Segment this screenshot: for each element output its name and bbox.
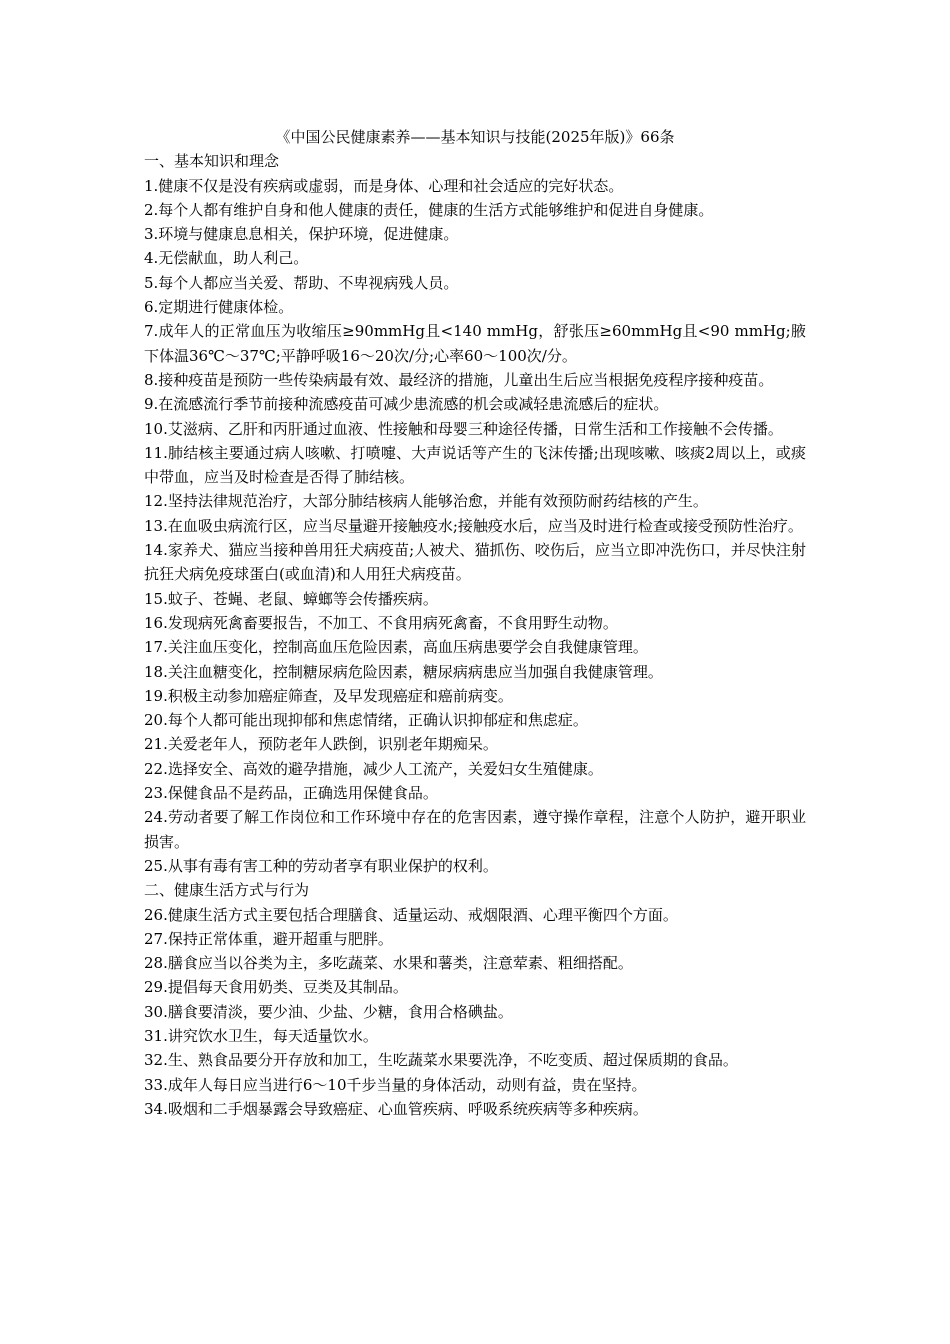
document-title: 《中国公民健康素养——基本知识与技能(2025年版)》66条 <box>275 128 675 146</box>
list-item: 3.环境与健康息息相关，保护环境，促进健康。 <box>144 225 459 244</box>
list-item: 24.劳动者要了解工作岗位和工作环境中存在的危害因素，遵守操作章程，注意个人防护，避开职业损害。 <box>144 808 806 851</box>
list-item: 18.关注血糖变化，控制糖尿病危险因素，糖尿病病患应当加强自我健康管理。 <box>144 662 663 681</box>
list-item: 21.关爱老年人，预防老年人跌倒，识别老年期痴呆。 <box>144 735 498 754</box>
list-item: 26.健康生活方式主要包括合理膳食、适量运动、戒烟限酒、心理平衡四个方面。 <box>144 905 678 924</box>
list-item: 7.成年人的正常血压为收缩压≥90mmHg且<140 mmHg，舒张压≥60mmHg且<90 mmHg;腋下体温36℃～37℃;平静呼吸16～20次/分;心率60～100次/分。 <box>144 322 806 365</box>
list-item: 9.在流感流行季节前接种流感疫苗可减少患流感的机会或减轻患流感后的症状。 <box>144 395 669 414</box>
list-item: 17.关注血压变化，控制高血压危险因素，高血压病患要学会自我健康管理。 <box>144 638 648 657</box>
list-item: 14.家养犬、猫应当接种兽用狂犬病疫苗;人被犬、猫抓伤、咬伤后，应当立即冲洗伤口，并尽快注射抗狂犬病免疫球蛋白(或血清)和人用狂犬病疫苗。 <box>144 541 806 584</box>
document-body <box>144 149 806 1121</box>
list-item: 32.生、熟食品要分开存放和加工，生吃蔬菜水果要洗净，不吃变质、超过保质期的食品。 <box>144 1051 738 1070</box>
section-heading: 一、基本知识和理念 <box>144 152 280 171</box>
list-item: 16.发现病死禽畜要报告，不加工、不食用病死禽畜，不食用野生动物。 <box>144 613 618 632</box>
list-item: 28.膳食应当以谷类为主，多吃蔬菜、水果和薯类，注意荤素、粗细搭配。 <box>144 954 633 973</box>
list-item: 1.健康不仅是没有疾病或虚弱，而是身体、心理和社会适应的完好状态。 <box>144 176 624 195</box>
list-item: 29.提倡每天食用奶类、豆类及其制品。 <box>144 978 408 997</box>
list-item: 10.艾滋病、乙肝和丙肝通过血液、性接触和母婴三种途径传播，日常生活和工作接触不会传播。 <box>144 419 783 438</box>
list-item: 30.膳食要清淡，要少油、少盐、少糖，食用合格碘盐。 <box>144 1002 513 1021</box>
list-item: 13.在血吸虫病流行区，应当尽量避开接触疫水;接触疫水后，应当及时进行检查或接受预防性治疗。 <box>144 516 803 535</box>
list-item: 8.接种疫苗是预防一些传染病最有效、最经济的措施，儿童出生后应当根据免疫程序接种疫苗。 <box>144 370 774 389</box>
list-item: 19.积极主动参加癌症筛查，及早发现癌症和癌前病变。 <box>144 686 513 705</box>
list-item: 12.坚持法律规范治疗，大部分肺结核病人能够治愈，并能有效预防耐药结核的产生。 <box>144 492 708 511</box>
list-item: 33.成年人每日应当进行6～10千步当量的身体活动，动则有益，贵在坚持。 <box>144 1075 647 1094</box>
list-item: 34.吸烟和二手烟暴露会导致癌症、心血管疾病、呼吸系统疾病等多种疾病。 <box>144 1099 648 1118</box>
section-1 <box>144 149 806 878</box>
list-item: 2.每个人都有维护自身和他人健康的责任，健康的生活方式能够维护和促进自身健康。 <box>144 200 714 219</box>
list-item: 23.保健食品不是药品，正确选用保健食品。 <box>144 784 438 803</box>
list-item: 6.定期进行健康体检。 <box>144 298 294 317</box>
document-page <box>144 125 806 1121</box>
list-item: 20.每个人都可能出现抑郁和焦虑情绪，正确认识抑郁症和焦虑症。 <box>144 711 588 730</box>
list-item: 15.蚊子、苍蝇、老鼠、蟑螂等会传播疾病。 <box>144 589 438 608</box>
list-item: 4.无偿献血，助人利己。 <box>144 249 309 268</box>
list-item: 27.保持正常体重，避开超重与肥胖。 <box>144 929 393 948</box>
list-item: 11.肺结核主要通过病人咳嗽、打喷嚏、大声说话等产生的飞沫传播;出现咳嗽、咳痰2周以上，或痰中带血，应当及时检查是否得了肺结核。 <box>144 443 806 487</box>
list-item: 22.选择安全、高效的避孕措施，减少人工流产，关爱妇女生殖健康。 <box>144 759 603 778</box>
section-2 <box>144 878 806 1121</box>
list-item: 31.讲究饮水卫生，每天适量饮水。 <box>144 1026 378 1045</box>
list-item: 5.每个人都应当关爱、帮助、不卑视病残人员。 <box>144 273 459 292</box>
list-item: 25.从事有毒有害工种的劳动者享有职业保护的权利。 <box>144 856 498 875</box>
section-heading: 二、健康生活方式与行为 <box>144 881 310 900</box>
